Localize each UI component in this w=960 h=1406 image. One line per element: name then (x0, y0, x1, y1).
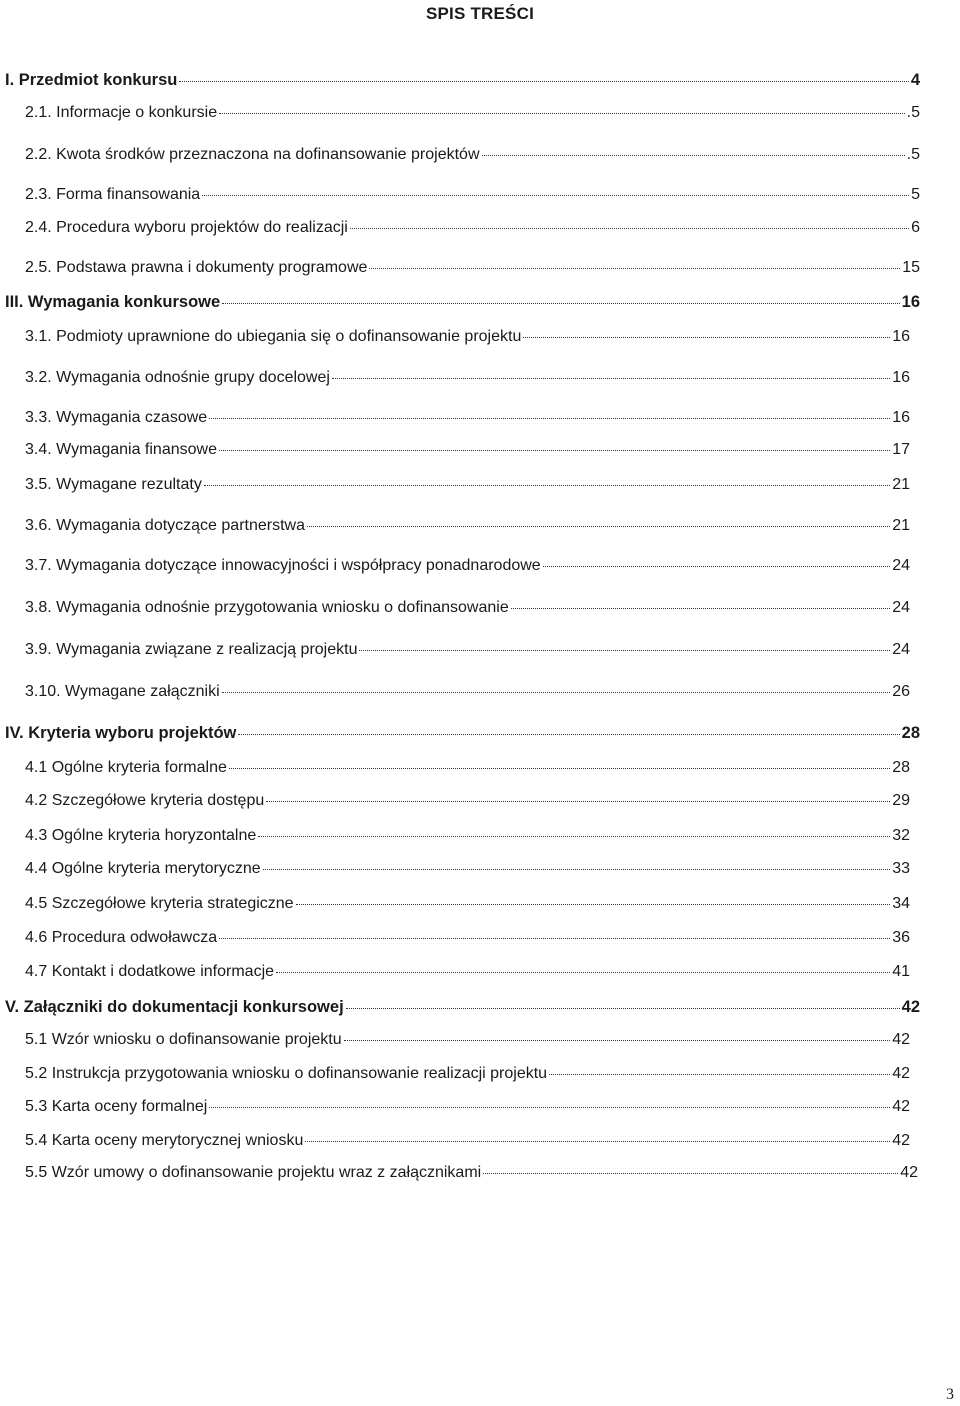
toc-entry-label: 5.1 Wzór wniosku o dofinansowanie projektu (25, 1031, 342, 1048)
toc-entry-label: 3.6. Wymagania dotyczące partnerstwa (25, 517, 305, 534)
toc-entry-page: 42 (892, 1132, 910, 1149)
toc-entry[interactable] (25, 598, 910, 618)
dot-leader (483, 1173, 898, 1174)
toc-entry-page: 34 (892, 895, 910, 912)
toc-entry-page: 4 (910, 71, 920, 89)
toc-entry-label: 3.2. Wymagania odnośnie grupy docelowej (25, 369, 330, 386)
toc-entry[interactable] (25, 258, 920, 278)
toc-entry-page: 42 (892, 1098, 910, 1115)
toc-entry-page: 36 (892, 929, 910, 946)
toc-entry-label: 3.8. Wymagania odnośnie przygotowania wniosku o dofinansowanie (25, 599, 509, 616)
toc-entry-label: 2.1. Informacje o konkursie (25, 104, 218, 121)
toc-entry-page: 42 (900, 1164, 918, 1181)
toc-entry-page: 24 (892, 557, 910, 574)
toc-entry[interactable] (25, 1064, 910, 1084)
toc-heading: SPIS TREŚCI (425, 4, 534, 23)
dot-leader (276, 972, 890, 973)
toc-entry[interactable] (25, 1030, 910, 1050)
dot-leader (350, 228, 909, 229)
toc-entry-page: 33 (892, 860, 910, 877)
dot-leader (549, 1074, 890, 1075)
toc-entry-label: 5.5 Wzór umowy o dofinansowanie projektu wraz z załącznikami (25, 1164, 482, 1181)
dot-leader (263, 869, 891, 870)
toc-entry-page: 16 (892, 369, 910, 386)
page-number: 3 (946, 1386, 954, 1403)
toc-entry-label: 3.10. Wymagane załączniki (25, 683, 220, 700)
toc-entry-page: 28 (901, 724, 920, 742)
toc-entry-page: 41 (892, 963, 910, 980)
toc-entry[interactable] (25, 103, 920, 123)
toc-entry[interactable] (25, 758, 910, 778)
toc-entry-label: 4.7 Kontakt i dodatkowe informacje (25, 963, 275, 980)
toc-entry-label: 5.2 Instrukcja przygotowania wniosku o dofinansowanie realizacji projektu (25, 1065, 548, 1082)
toc-entry-label: 2.3. Forma finansowania (25, 186, 201, 203)
dot-leader (296, 904, 891, 905)
toc-entry[interactable] (5, 70, 920, 90)
toc-entry-label: IV. Kryteria wyboru projektów (5, 724, 237, 742)
dot-leader (523, 337, 890, 338)
toc-entry-page: 21 (892, 517, 910, 534)
dot-leader (543, 566, 891, 567)
toc-entry-page: 15 (902, 259, 920, 276)
toc-entry[interactable] (25, 791, 910, 811)
toc-entry[interactable] (25, 145, 920, 165)
dot-leader (219, 450, 890, 451)
toc-entry-label: 4.2 Szczegółowe kryteria dostępu (25, 792, 265, 809)
dot-leader (209, 418, 890, 419)
toc-entry[interactable] (25, 640, 910, 660)
dot-leader (219, 938, 890, 939)
toc-entry-page: 16 (892, 409, 910, 426)
toc-entry[interactable] (25, 408, 910, 428)
dot-leader (229, 768, 890, 769)
toc-entry[interactable] (25, 185, 920, 205)
toc-entry[interactable] (25, 1097, 910, 1117)
toc-entry-page: 6 (911, 219, 920, 236)
toc-entry[interactable] (25, 368, 910, 388)
toc-entry[interactable] (5, 292, 920, 312)
toc-entry[interactable] (25, 928, 910, 948)
toc-entry[interactable] (25, 218, 920, 238)
toc-entry-page: 17 (892, 441, 910, 458)
dot-leader (238, 734, 899, 735)
toc-entry[interactable] (5, 997, 920, 1017)
toc-entry[interactable] (25, 1163, 918, 1183)
dot-leader (307, 526, 890, 527)
toc-entry-page: 32 (892, 827, 910, 844)
dot-leader (209, 1107, 890, 1108)
toc-entry-page: 28 (892, 759, 910, 776)
toc-entry-page: 16 (901, 293, 920, 311)
toc-entry[interactable] (25, 516, 910, 536)
toc-entry-label: 2.4. Procedura wyboru projektów do realizacji (25, 219, 348, 236)
toc-entry[interactable] (25, 1131, 910, 1151)
toc-entry-label: 3.7. Wymagania dotyczące innowacyjności i współpracy ponadnarodowe (25, 557, 541, 574)
dot-leader (222, 692, 891, 693)
dot-leader (179, 81, 908, 82)
toc-entry-label: 5.4 Karta oceny merytorycznej wniosku (25, 1132, 304, 1149)
toc-entry-label: 3.1. Podmioty uprawnione do ubiegania się o dofinansowanie projektu (25, 328, 522, 345)
toc-entry[interactable] (25, 556, 910, 576)
toc-entry-page: 5 (911, 186, 920, 203)
dot-leader (219, 113, 905, 114)
toc-entry-page: 42 (892, 1031, 910, 1048)
toc-entry[interactable] (25, 475, 910, 495)
toc-entry[interactable] (25, 962, 910, 982)
dot-leader (482, 155, 905, 156)
toc-entry-page: 24 (892, 641, 910, 658)
toc-entry[interactable] (25, 859, 910, 879)
toc-entry-page: 29 (892, 792, 910, 809)
toc-entry-label: 3.3. Wymagania czasowe (25, 409, 208, 426)
toc-entry-label: 3.9. Wymagania związane z realizacją projektu (25, 641, 358, 658)
toc-entry-label: 4.1 Ogólne kryteria formalne (25, 759, 227, 776)
toc-entry-page: 24 (892, 599, 910, 616)
toc-entry-page: .5 (906, 146, 920, 163)
toc-entry-label: 5.3 Karta oceny formalnej (25, 1098, 208, 1115)
toc-entry-page: .5 (906, 104, 920, 121)
toc-entry-label: 4.4 Ogólne kryteria merytoryczne (25, 860, 261, 877)
dot-leader (346, 1008, 900, 1009)
toc-entry-label: 2.2. Kwota środków przeznaczona na dofinansowanie projektów (25, 146, 480, 163)
toc-entry-page: 21 (892, 476, 910, 493)
toc-entry-label: I. Przedmiot konkursu (5, 71, 178, 89)
toc-entry-label: 4.3 Ogólne kryteria horyzontalne (25, 827, 257, 844)
toc-entry[interactable] (25, 440, 910, 460)
toc-entry-label: 3.5. Wymagane rezultaty (25, 476, 202, 493)
dot-leader (204, 485, 890, 486)
dot-leader (369, 268, 900, 269)
toc-entry-label: V. Załączniki do dokumentacji konkursowej (5, 998, 344, 1016)
dot-leader (202, 195, 909, 196)
toc-entry[interactable] (25, 327, 910, 347)
dot-leader (222, 303, 899, 304)
toc-entry-page: 26 (892, 683, 910, 700)
toc-entry-label: III. Wymagania konkursowe (5, 293, 221, 311)
toc-entry-label: 4.6 Procedura odwoławcza (25, 929, 218, 946)
toc-entry[interactable] (25, 682, 910, 702)
dot-leader (332, 378, 890, 379)
toc-entry-page: 42 (901, 998, 920, 1016)
dot-leader (266, 801, 890, 802)
dot-leader (258, 836, 890, 837)
dot-leader (511, 608, 890, 609)
dot-leader (344, 1040, 891, 1041)
toc-entry[interactable] (25, 826, 910, 846)
toc-entry[interactable] (5, 723, 920, 743)
toc-entry-page: 16 (892, 328, 910, 345)
toc-entry-label: 3.4. Wymagania finansowe (25, 441, 217, 458)
toc-entry-label: 4.5 Szczegółowe kryteria strategiczne (25, 895, 294, 912)
toc-entry[interactable] (25, 894, 910, 914)
dot-leader (305, 1141, 890, 1142)
dot-leader (359, 650, 890, 651)
toc-entry-page: 42 (892, 1065, 910, 1082)
toc-entry-label: 2.5. Podstawa prawna i dokumenty programowe (25, 259, 368, 276)
